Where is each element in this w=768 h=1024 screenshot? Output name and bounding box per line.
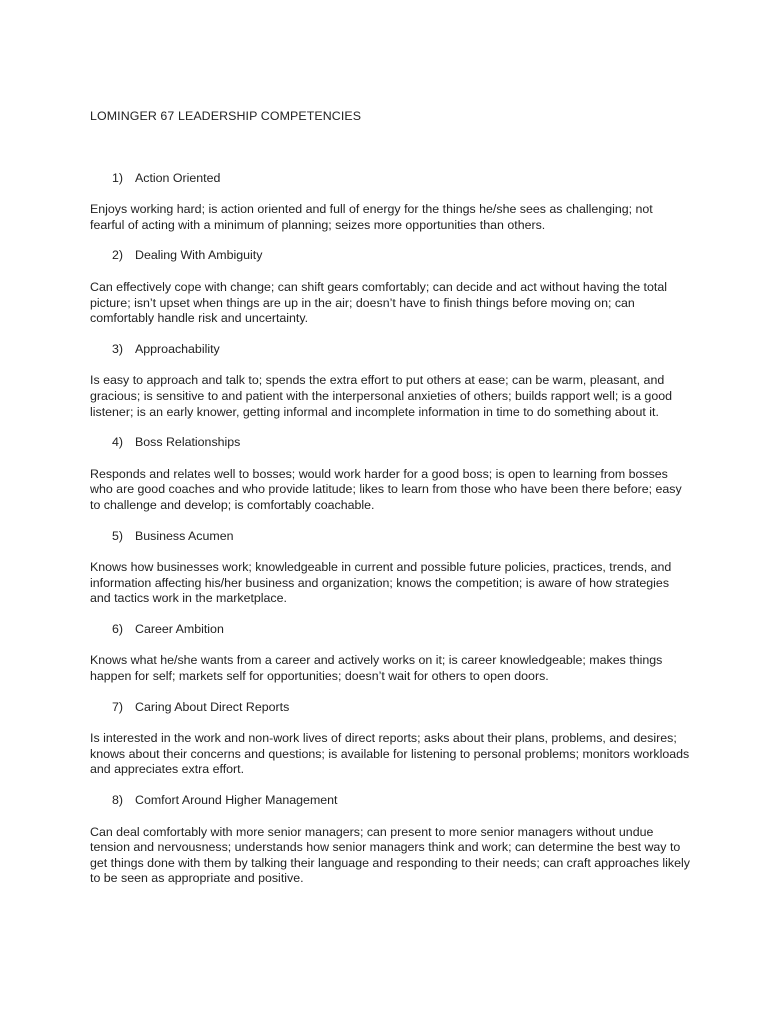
competency-heading	[90, 248, 690, 264]
competency-number: 2)	[112, 248, 124, 263]
competency-number: 8)	[112, 793, 124, 808]
competency-description: Responds and relates well to bosses; would work harder for a good boss; is open to learning from bosses who are good coaches and who provide latitude; likes to learn from those who have been there before; easy to challenge and develop; is comfortably coachable.	[90, 466, 682, 512]
competency-item-6	[90, 622, 690, 685]
competency-name: Approachability	[135, 341, 220, 356]
competency-heading	[90, 793, 690, 809]
document-page	[90, 109, 690, 887]
document-title: LOMINGER 67 LEADERSHIP COMPETENCIES	[90, 109, 362, 123]
competency-name: Comfort Around Higher Management	[135, 793, 338, 808]
competency-item-8	[90, 793, 690, 887]
competency-item-3	[90, 342, 690, 420]
competency-item-5	[90, 529, 690, 607]
competency-heading	[90, 171, 690, 187]
competency-item-7	[90, 700, 690, 778]
competency-name: Action Oriented	[135, 170, 221, 185]
competency-description: Knows how businesses work; knowledgeable in current and possible future policies, practices, trends, and information affecting his/her business and organization; knows the competition; is aware of how strategies and tactics work in the marketplace.	[90, 560, 672, 606]
competency-description: Knows what he/she wants from a career and actively works on it; is career knowledgeable; makes things happen for self; markets self for opportunities; doesn’t wait for others to open doors.	[90, 653, 663, 684]
competency-heading	[90, 342, 690, 358]
competency-number: 6)	[112, 621, 124, 636]
competency-description: Can deal comfortably with more senior managers; can present to more senior managers without undue tension and nervousness; understands how senior managers think and work; can determine the best way to get things done with them by talking their language and responding to their needs; can craft approaches likely to be seen as appropriate and positive.	[90, 824, 690, 886]
competency-name: Dealing With Ambiguity	[135, 248, 263, 263]
competency-item-4	[90, 435, 690, 513]
competency-heading	[90, 622, 690, 638]
competency-number: 4)	[112, 435, 124, 450]
competency-heading	[90, 529, 690, 545]
competency-item-2	[90, 248, 690, 326]
competency-item-1	[90, 171, 690, 234]
competency-name: Career Ambition	[135, 621, 224, 636]
competency-description: Can effectively cope with change; can shift gears comfortably; can decide and act without having the total picture; isn’t upset when things are up in the air; doesn’t have to finish things before moving on; can comfortably handle risk and uncertainty.	[90, 279, 667, 326]
competency-number: 5)	[112, 528, 124, 543]
competency-description: Is interested in the work and non-work lives of direct reports; asks about their plans, problems, and desires; knows about their concerns and questions; is available for listening to personal problems; monitors workloads and appreciates extra effort.	[90, 731, 690, 777]
competency-heading	[90, 700, 690, 716]
competency-description: Is easy to approach and talk to; spends the extra effort to put others at ease; can be warm, pleasant, and gracious; is sensitive to and patient with the interpersonal anxieties of others; builds rapport well; is a good listener; is an early knower, getting informal and incomplete information in time to do something about it.	[90, 373, 672, 419]
competency-name: Business Acumen	[135, 528, 234, 543]
competency-heading	[90, 435, 690, 451]
competency-number: 7)	[112, 699, 124, 714]
competency-name: Boss Relationships	[135, 435, 241, 450]
competency-description: Enjoys working hard; is action oriented and full of energy for the things he/she sees as challenging; not fearful of acting with a minimum of planning; seizes more opportunities than others.	[90, 202, 653, 232]
competency-name: Caring About Direct Reports	[135, 699, 290, 714]
competency-number: 3)	[112, 341, 124, 356]
competency-number: 1)	[112, 170, 124, 185]
